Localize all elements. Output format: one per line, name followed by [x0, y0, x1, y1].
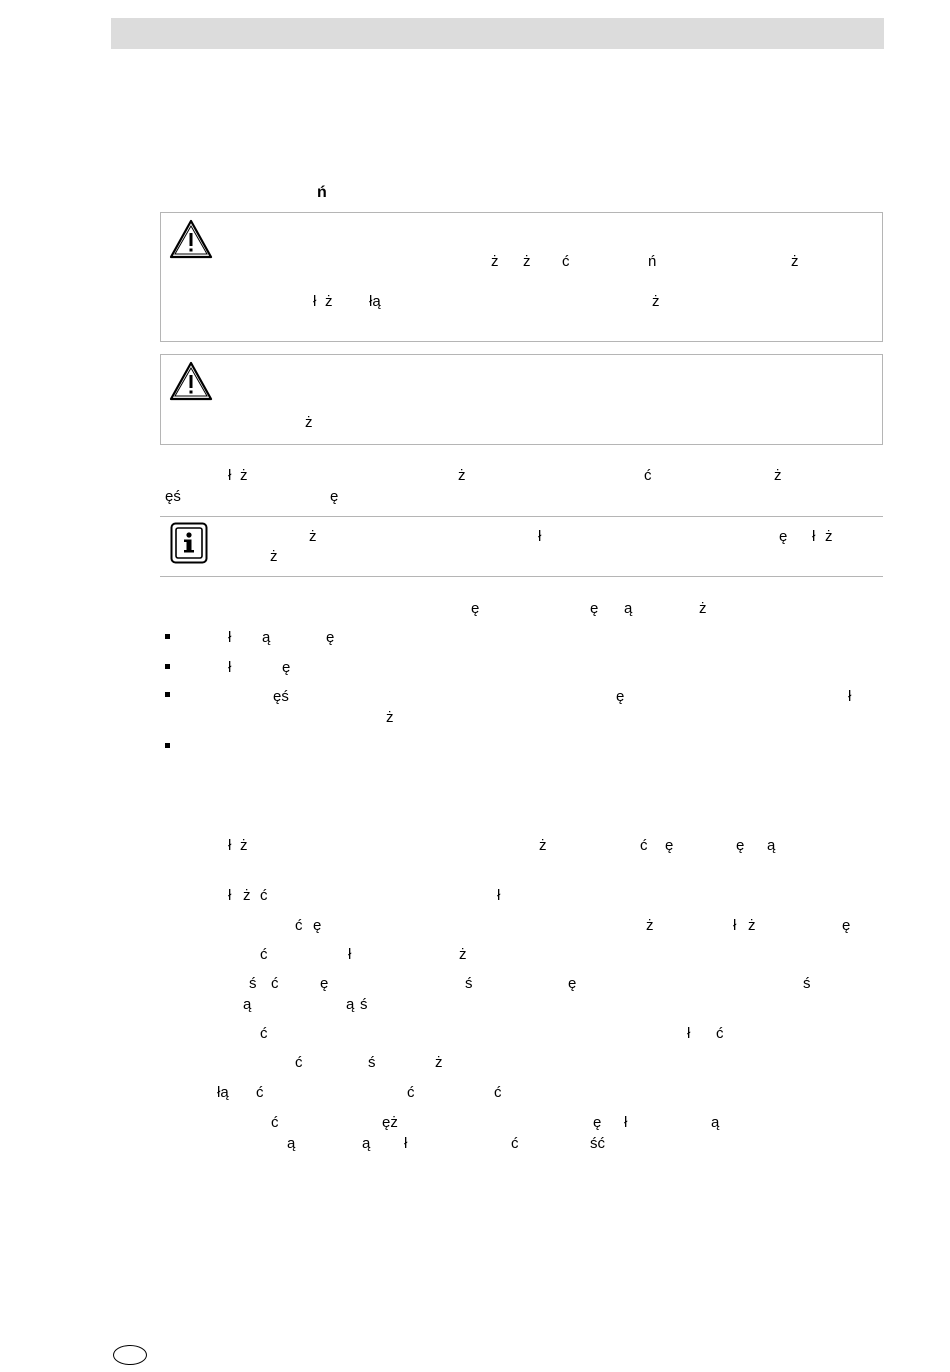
body-text: ć: [494, 1084, 502, 1101]
body-text: ł: [624, 1114, 628, 1131]
body-text: ć: [271, 1114, 279, 1131]
paragraph-text: ż: [774, 467, 782, 484]
body-text: ę: [568, 975, 577, 992]
warning-triangle-icon: [169, 219, 213, 259]
body-text: ł: [348, 946, 352, 963]
body-text: ł: [228, 887, 232, 904]
intro-text: ż: [699, 600, 707, 617]
body-text: ć: [260, 1025, 268, 1042]
body-text: ć: [716, 1025, 724, 1042]
body-text: ę: [593, 1114, 602, 1131]
warning2-text: ż: [305, 414, 313, 431]
body-text: ż: [646, 917, 654, 934]
paragraph-text: ż: [240, 467, 248, 484]
body-text: ż: [435, 1054, 443, 1071]
warning1-text: ż: [791, 253, 799, 270]
warning1-text: ń: [648, 253, 657, 270]
body-text: ł: [228, 837, 232, 854]
list-item-text: ą: [262, 629, 271, 646]
section-heading: ń: [317, 184, 327, 201]
paragraph-text: ł: [228, 467, 232, 484]
body-text: ę: [313, 917, 322, 934]
warning1-text: łą: [369, 293, 381, 310]
body-text: ą: [243, 996, 252, 1013]
body-text: ą: [711, 1114, 720, 1131]
intro-text: ą: [624, 600, 633, 617]
paragraph-text: ę: [330, 488, 339, 505]
body-text: ż: [240, 837, 248, 854]
paragraph-text: ć: [644, 467, 652, 484]
list-bullet: [165, 664, 170, 669]
body-text: ż: [243, 887, 251, 904]
warning1-text: ż: [523, 253, 531, 270]
intro-text: ę: [471, 600, 480, 617]
info-top-divider: [160, 516, 883, 517]
info-icon: [170, 522, 208, 564]
list-bullet: [165, 743, 170, 748]
info-bottom-divider: [160, 576, 883, 577]
info-text: ż: [270, 548, 278, 565]
list-item-text: ę: [282, 659, 291, 676]
body-text: ć: [295, 1054, 303, 1071]
body-text: ę: [842, 917, 851, 934]
body-text: ć: [407, 1084, 415, 1101]
paragraph-text: ż: [458, 467, 466, 484]
body-text: ć: [295, 917, 303, 934]
warning1-text: ż: [491, 253, 499, 270]
body-text: ś: [360, 996, 368, 1013]
list-item-text: ę: [326, 629, 335, 646]
body-text: ż: [459, 946, 467, 963]
header-bar: [111, 18, 884, 49]
info-text: ł: [812, 528, 816, 545]
body-text: ć: [256, 1084, 264, 1101]
warning1-text: ż: [652, 293, 660, 310]
list-item-text: ł: [228, 629, 232, 646]
list-item-text: ł: [848, 688, 852, 705]
body-text: ę: [320, 975, 329, 992]
list-item-text: ż: [386, 709, 394, 726]
body-text: ć: [260, 887, 268, 904]
info-text: ż: [309, 528, 317, 545]
body-text: ś: [368, 1054, 376, 1071]
body-text: ł: [687, 1025, 691, 1042]
info-text: ż: [825, 528, 833, 545]
warning-box-2: [160, 354, 883, 445]
body-text: ć: [511, 1135, 519, 1152]
warning-box-1: [160, 212, 883, 342]
body-text: ą: [362, 1135, 371, 1152]
body-text: ł: [733, 917, 737, 934]
intro-text: ę: [590, 600, 599, 617]
body-text: ę: [736, 837, 745, 854]
list-item-text: ęś: [273, 688, 289, 705]
body-text: ł: [497, 887, 501, 904]
info-text: ę: [779, 528, 788, 545]
body-text: ż: [748, 917, 756, 934]
language-badge: [113, 1345, 147, 1365]
body-text: ą: [767, 837, 776, 854]
body-text: ść: [590, 1135, 605, 1152]
body-text: ł: [404, 1135, 408, 1152]
list-bullet: [165, 692, 170, 697]
body-text: ś: [249, 975, 257, 992]
body-text: łą: [217, 1084, 229, 1101]
body-text: ą: [346, 996, 355, 1013]
body-text: ć: [271, 975, 279, 992]
paragraph-text: ęś: [165, 488, 181, 505]
warning1-text: ł: [313, 293, 317, 310]
info-text: ł: [538, 528, 542, 545]
body-text: ś: [803, 975, 811, 992]
body-text: ś: [465, 975, 473, 992]
body-text: ć: [640, 837, 648, 854]
body-text: ć: [260, 946, 268, 963]
warning1-text: ć: [562, 253, 570, 270]
body-text: ż: [539, 837, 547, 854]
list-item-text: ę: [616, 688, 625, 705]
warning-triangle-icon: [169, 361, 213, 401]
list-bullet: [165, 634, 170, 639]
list-item-text: ł: [228, 659, 232, 676]
body-text: ą: [287, 1135, 296, 1152]
body-text: ęż: [382, 1114, 398, 1131]
body-text: ę: [665, 837, 674, 854]
warning1-text: ż: [325, 293, 333, 310]
